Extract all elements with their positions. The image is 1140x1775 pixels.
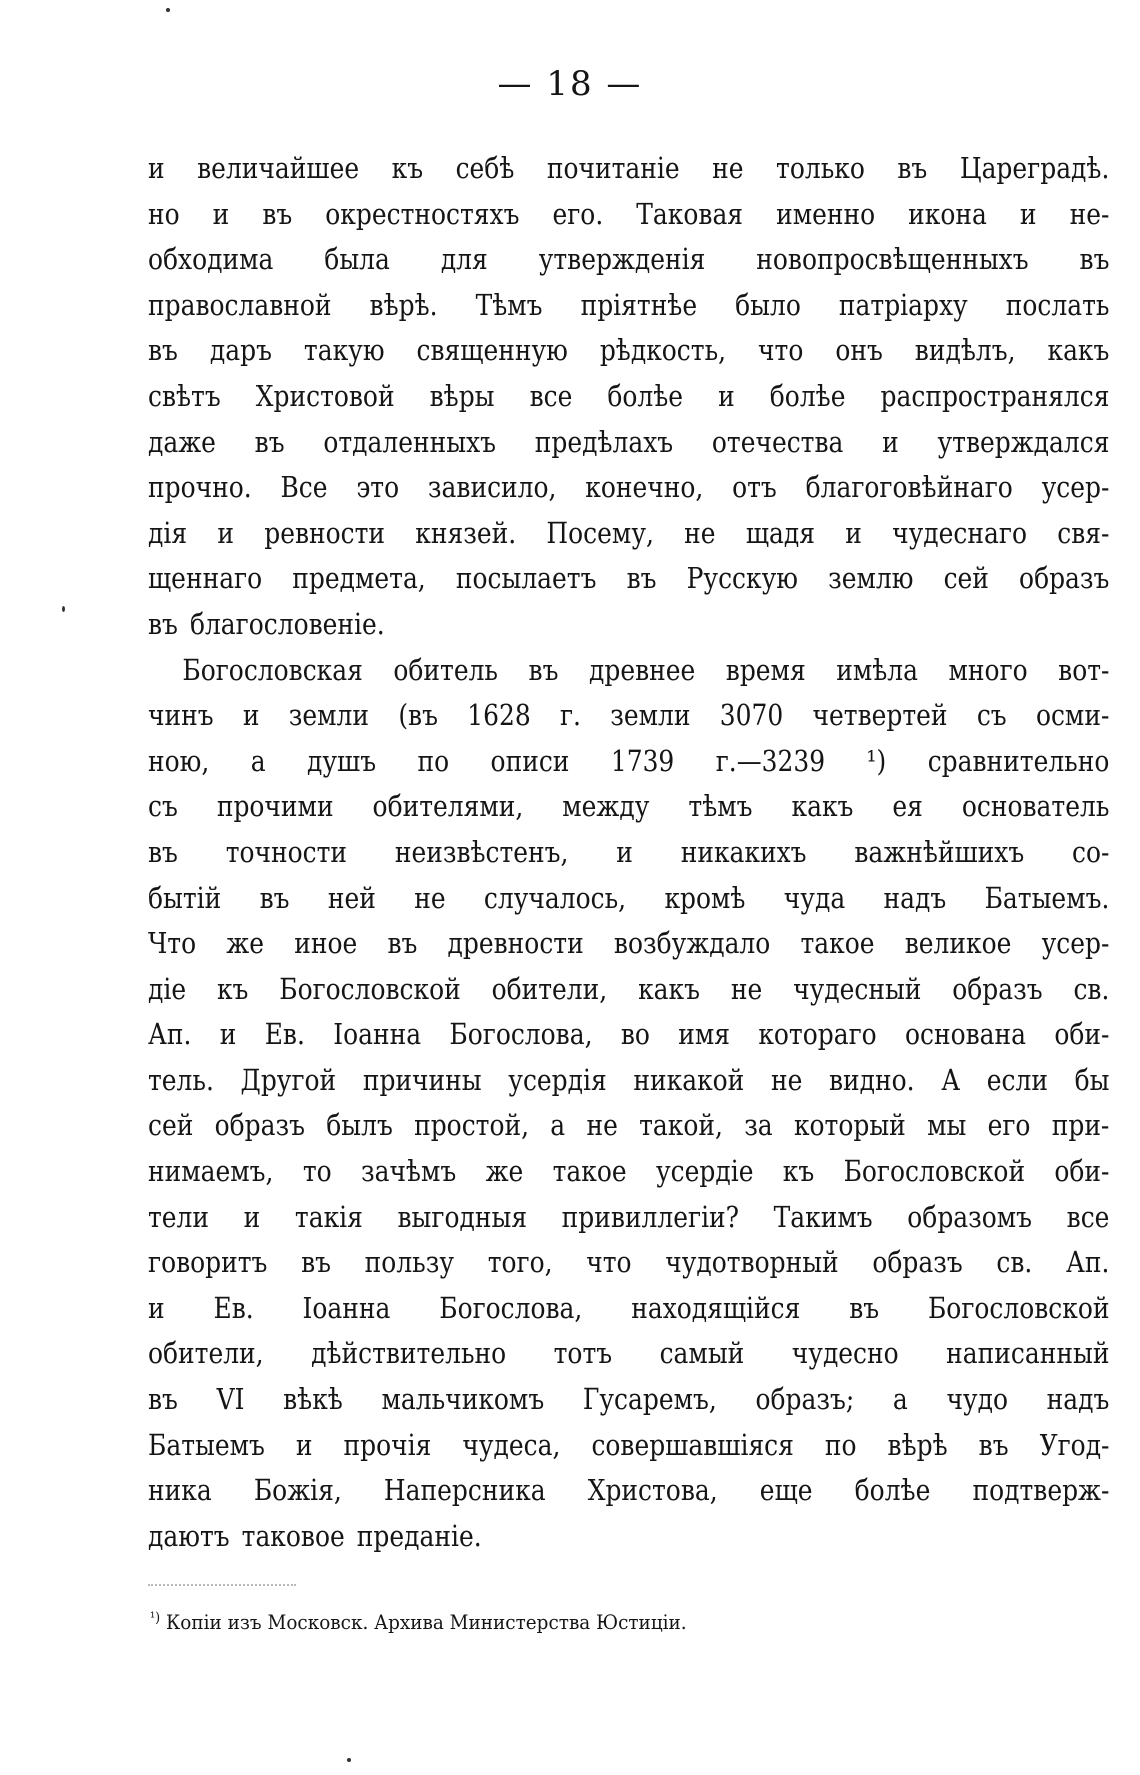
text-line: дія и ревности князей. Посему, не щадя и чудеснаго свя- — [148, 515, 1110, 550]
text-line: даже въ отдаленныхъ предѣлахъ отечества и утверждался — [148, 424, 1110, 459]
paper-speck — [347, 1758, 351, 1762]
text-line: тели и такія выгодныя привиллегіи? Такимъ образомъ все — [148, 1199, 1110, 1234]
footnote-marker: ¹) — [150, 1610, 161, 1626]
text-line: ною, а душъ по описи 1739 г.—3239 ¹) сравнительно — [148, 743, 1110, 778]
text-line: въ точности неизвѣстенъ, и никакихъ важнѣйшихъ со- — [148, 834, 1110, 869]
paper-speck — [62, 606, 65, 612]
text-line: свѣтъ Христовой вѣры все болѣе и болѣе распространялся — [148, 378, 1110, 413]
text-line: говоритъ въ пользу того, что чудотворный образъ св. Ап. — [148, 1245, 1110, 1280]
text-line: въ даръ такую священную рѣдкость, что онъ видѣлъ, какъ — [148, 333, 1110, 368]
footnote-text: Копіи изъ Московск. Архива Министерства Юстиціи. — [166, 1610, 687, 1634]
text-line: Ап. и Ев. Іоанна Богослова, во имя котораго основана оби- — [148, 1017, 1110, 1052]
text-line: и Ев. Іоанна Богослова, находящійся въ Богословской — [148, 1290, 1110, 1325]
text-line: Что же иное въ древности возбуждало такое великое усер- — [148, 926, 1110, 961]
text-line: Богословская обитель въ древнее время имѣла много вот- — [182, 652, 1110, 687]
text-line: православной вѣрѣ. Тѣмъ пріятнѣе было патріарху послать — [148, 287, 1110, 322]
text-line: чинъ и земли (въ 1628 г. земли 3070 четвертей съ осми- — [148, 698, 1110, 733]
text-line: обходима была для утвержденія новопросвѣщенныхъ въ — [148, 242, 1110, 277]
text-line: въ благословеніе. — [148, 606, 385, 641]
text-line: Батыемъ и прочія чудеса, совершавшіяся по вѣрѣ въ Угод- — [148, 1427, 1110, 1462]
body-text — [148, 146, 1110, 1559]
text-line: ника Божія, Наперсника Христова, еще болѣе подтверж- — [148, 1473, 1110, 1508]
text-line: діе къ Богословской обители, какъ не чудесный образъ св. — [148, 971, 1110, 1006]
text-line: въ VI вѣкѣ мальчикомъ Гусаремъ, образъ; а чудо надъ — [148, 1382, 1110, 1417]
footnote-separator — [148, 1584, 296, 1586]
text-line: даютъ таковое преданіе. — [148, 1518, 482, 1553]
text-line: и величайшее къ себѣ почитаніе не только въ Цареградѣ. — [148, 151, 1110, 185]
paper-speck — [166, 8, 170, 12]
text-line: но и въ окрестностяхъ его. Таковая именно икона и не- — [148, 196, 1110, 231]
text-line: тель. Другой причины усердія никакой не видно. А если бы — [148, 1062, 1110, 1097]
text-line: съ прочими обителями, между тѣмъ какъ ея основатель — [148, 789, 1110, 824]
text-line: бытій въ ней не случалось, кромѣ чуда надъ Батыемъ. — [148, 880, 1110, 915]
text-line: прочно. Все это зависило, конечно, отъ благоговѣйнаго усер- — [148, 470, 1110, 505]
footnote — [150, 1610, 687, 1634]
text-line: сей образъ былъ простой, а не такой, за который мы его при- — [148, 1108, 1110, 1143]
text-line: обители, дѣйствительно тотъ самый чудесно написанный — [148, 1336, 1110, 1371]
page-number: — 18 — — [497, 64, 643, 104]
text-line: нимаемъ, то зачѣмъ же такое усердіе къ Богословской оби- — [148, 1154, 1110, 1189]
text-line: щеннаго предмета, посылаетъ въ Русскую землю сей образъ — [148, 561, 1110, 596]
